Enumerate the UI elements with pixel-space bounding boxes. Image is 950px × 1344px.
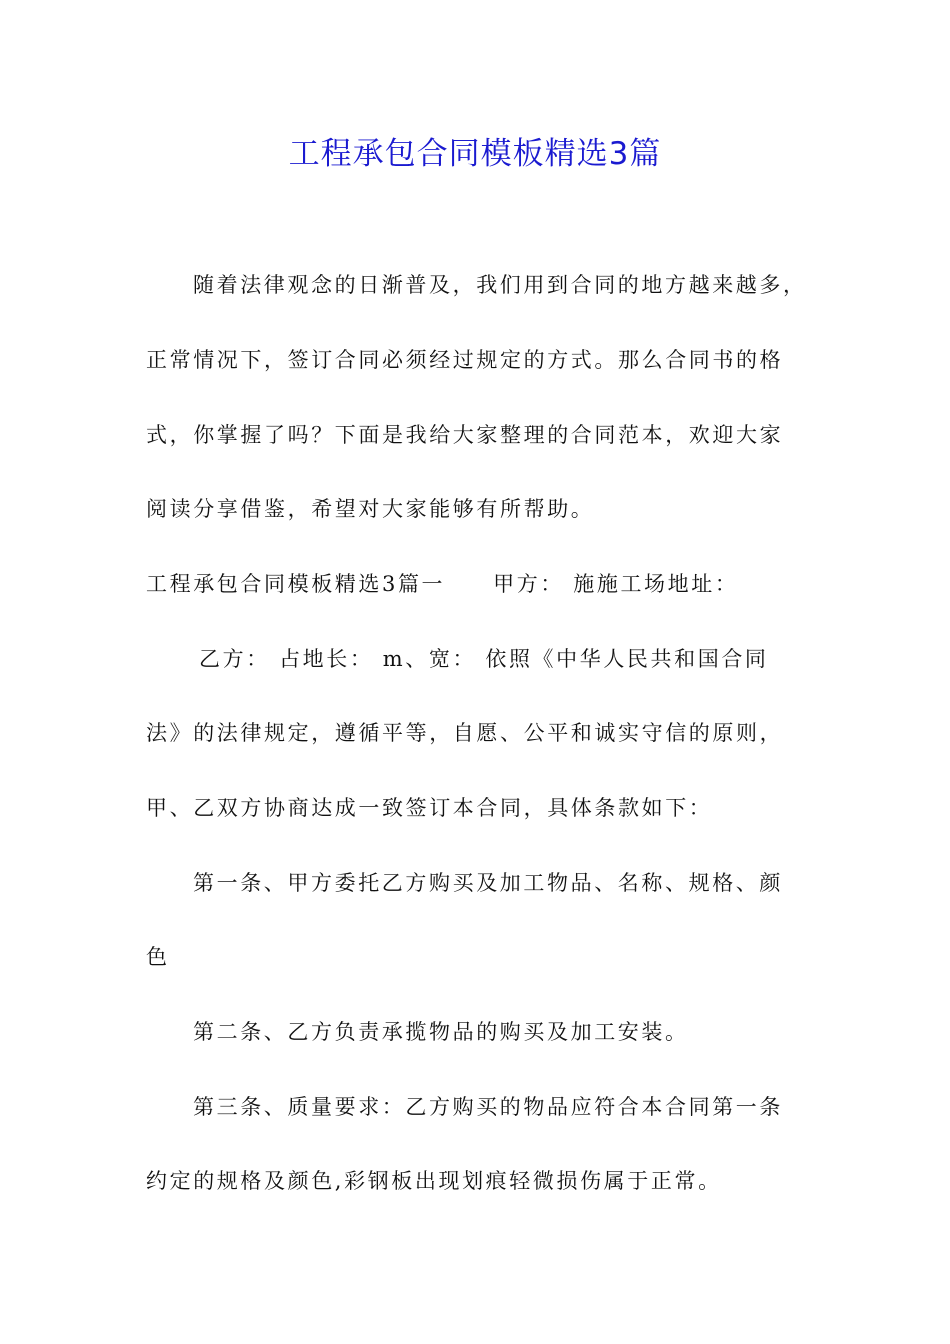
article-1-line-1: 第一条、甲方委托乙方购买及加工物品、名称、规格、颜 [193, 871, 783, 895]
party-b-line-2: 法》的法律规定，遵循平等，自愿、公平和诚实守信的原则， [146, 721, 784, 745]
article-3-line-1: 第三条、质量要求：乙方购买的物品应符合本合同第一条 [193, 1095, 783, 1119]
article-3-line-2: 约定的规格及颜色,彩钢板出现划痕轻微损伤属于正常。 [146, 1169, 722, 1193]
party-b-line-1: 乙方： 占地长： m、宽： 依照《中华人民共和国合同 [199, 647, 769, 671]
party-a-label: 甲方： 施施工场地址： [493, 572, 739, 596]
document-title: 工程承包合同模板精选3篇 [288, 136, 662, 172]
intro-line-1: 随着法律观念的日渐普及，我们用到合同的地方越来越多， [193, 273, 807, 297]
section-heading: 工程承包合同模板精选3篇一 [146, 572, 446, 596]
section-heading-line [146, 569, 816, 599]
article-2: 第二条、乙方负责承揽物品的购买及加工安装。 [193, 1020, 689, 1044]
intro-line-3: 式，你掌握了吗？下面是我给大家整理的合同范本，欢迎大家 [146, 423, 784, 447]
intro-line-4: 阅读分享借鉴，希望对大家能够有所帮助。 [146, 497, 595, 521]
intro-line-2: 正常情况下，签订合同必须经过规定的方式。那么合同书的格 [146, 348, 784, 372]
article-1-line-2: 色 [146, 945, 170, 969]
party-b-line-3: 甲、乙双方协商达成一致签订本合同，具体条款如下： [146, 796, 713, 820]
